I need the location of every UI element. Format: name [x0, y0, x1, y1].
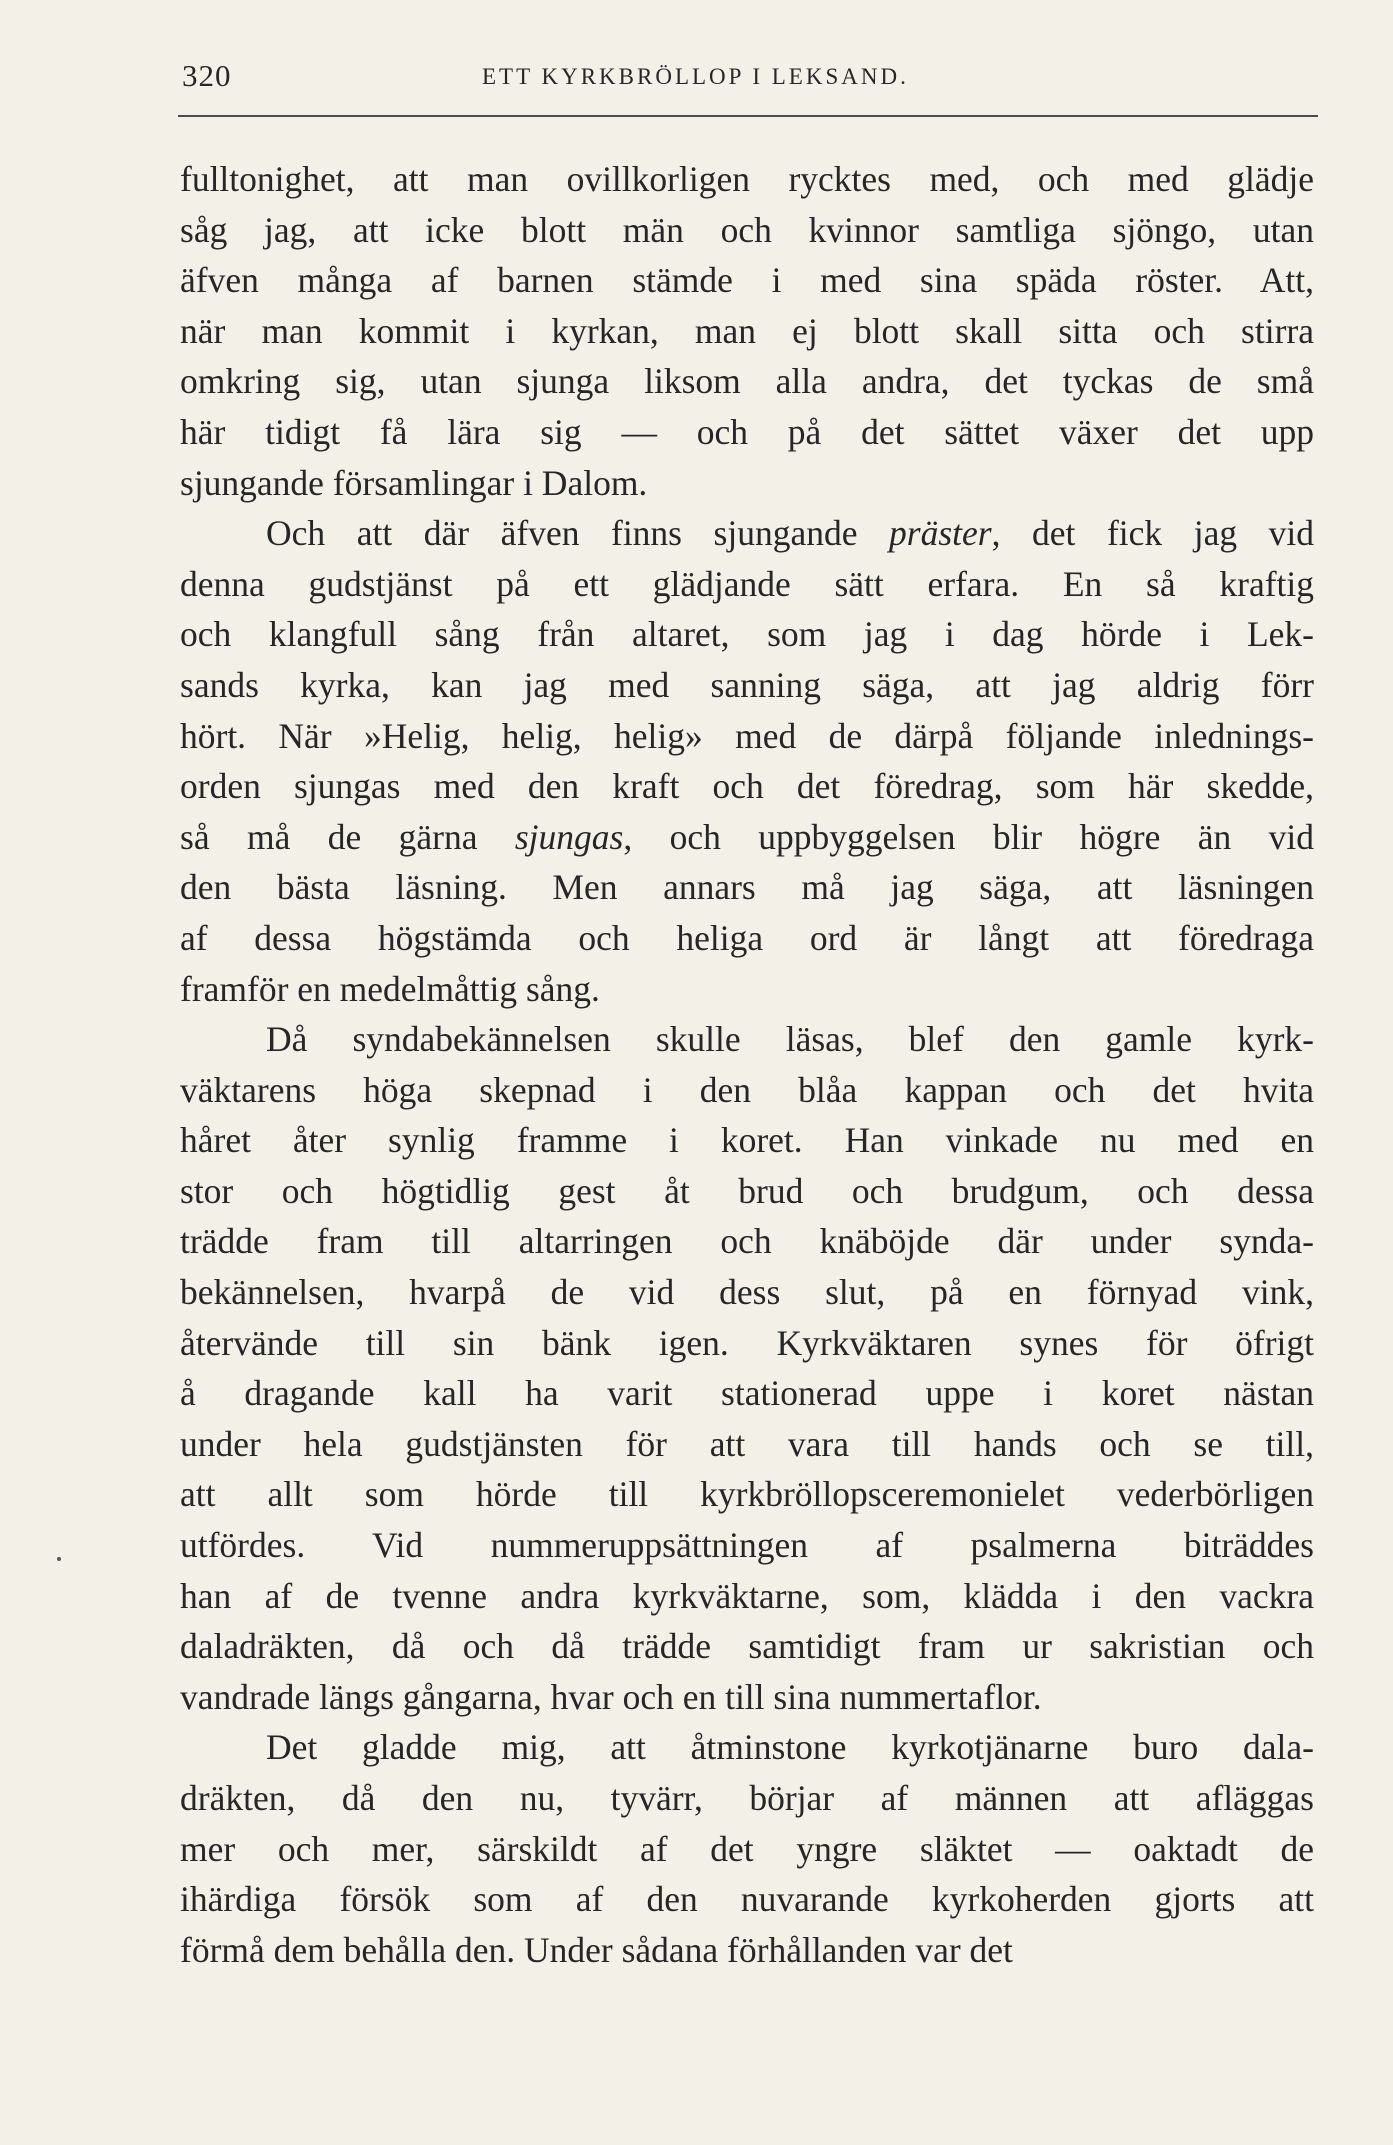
text-line: hört. När »Helig, helig, helig» med de därpå följande inlednings-	[180, 715, 1314, 756]
margin-speck	[57, 1557, 61, 1561]
text-line: förmå dem behålla den. Under sådana förhållanden var det	[180, 1929, 1013, 1970]
text-line: framför en medelmåttig sång.	[180, 968, 600, 1009]
text-line: omkring sig, utan sjunga liksom alla andra, det tyckas de små	[180, 361, 1314, 402]
text-line: utfördes. Vid nummeruppsättningen af psalmerna biträddes	[180, 1525, 1314, 1566]
text-line: vandrade längs gångarna, hvar och en till sina nummertaflor.	[180, 1676, 1042, 1717]
body-text	[180, 154, 1314, 1975]
text-line: å dragande kall ha varit stationerad uppe i koret nästan	[180, 1373, 1314, 1414]
running-head	[182, 58, 1312, 108]
text-line: sjungande församlingar i Dalom.	[180, 462, 648, 503]
running-head-title: ETT KYRKBRÖLLOP I LEKSAND.	[482, 64, 909, 89]
text-line: så må de gärna sjungas, och uppbyggelsen blir högre än vid	[180, 816, 1314, 857]
text-line: Då syndabekännelsen skulle läsas, blef den gamle kyrk-	[266, 1019, 1314, 1060]
text-line: bekännelsen, hvarpå de vid dess slut, på en förnyad vink,	[180, 1272, 1314, 1313]
text-line: den bästa läsning. Men annars må jag säga, att läsningen	[180, 867, 1314, 908]
text-line: att allt som hörde till kyrkbröllopsceremonielet vederbörligen	[180, 1474, 1314, 1515]
text-line: här tidigt få lära sig — och på det sättet växer det upp	[180, 411, 1314, 452]
text-line: mer och mer, särskildt af det yngre släktet — oaktadt de	[180, 1828, 1314, 1869]
text-line: och klangfull sång från altaret, som jag i dag hörde i Lek-	[180, 614, 1314, 655]
text-line: återvände till sin bänk igen. Kyrkväktaren synes för öfrigt	[180, 1322, 1314, 1363]
header-rule	[178, 115, 1318, 117]
text-line: håret åter synlig framme i koret. Han vinkade nu med en	[180, 1120, 1314, 1161]
text-line: daladräkten, då och då trädde samtidigt fram ur sakristian och	[180, 1626, 1314, 1667]
text-line: fulltonighet, att man ovillkorligen rycktes med, och med glädje	[180, 159, 1314, 199]
text-line: han af de tvenne andra kyrkväktarne, som, klädda i den vackra	[180, 1575, 1314, 1616]
text-line: Det gladde mig, att åtminstone kyrkotjänarne buro dala-	[266, 1727, 1314, 1768]
text-line: stor och högtidlig gest åt brud och brudgum, och dessa	[180, 1170, 1314, 1211]
text-line: väktarens höga skepnad i den blåa kappan och det hvita	[180, 1069, 1314, 1110]
text-line: denna gudstjänst på ett glädjande sätt erfara. En så kraftig	[180, 563, 1314, 604]
text-line: dräkten, då den nu, tyvärr, börjar af männen att afläggas	[180, 1778, 1314, 1818]
page-number: 320	[182, 58, 232, 93]
text-line: sands kyrka, kan jag med sanning säga, att jag aldrig förr	[180, 664, 1314, 705]
text-line: Och att där äfven finns sjungande präster, det fick jag vid	[266, 513, 1314, 554]
text-line: när man kommit i kyrkan, man ej blott skall sitta och stirra	[180, 310, 1314, 351]
text-line: äfven många af barnen stämde i med sina späda röster. Att,	[180, 260, 1314, 301]
text-line: under hela gudstjänsten för att vara till hands och se till,	[180, 1423, 1314, 1464]
text-line: ihärdiga försök som af den nuvarande kyrkoherden gjorts att	[180, 1879, 1314, 1920]
text-line: trädde fram till altarringen och knäböjde där under synda-	[180, 1221, 1314, 1262]
text-line: såg jag, att icke blott män och kvinnor samtliga sjöngo, utan	[180, 209, 1314, 250]
text-line: orden sjungas med den kraft och det föredrag, som här skedde,	[180, 766, 1314, 807]
text-line: af dessa högstämda och heliga ord är långt att föredraga	[180, 917, 1314, 958]
